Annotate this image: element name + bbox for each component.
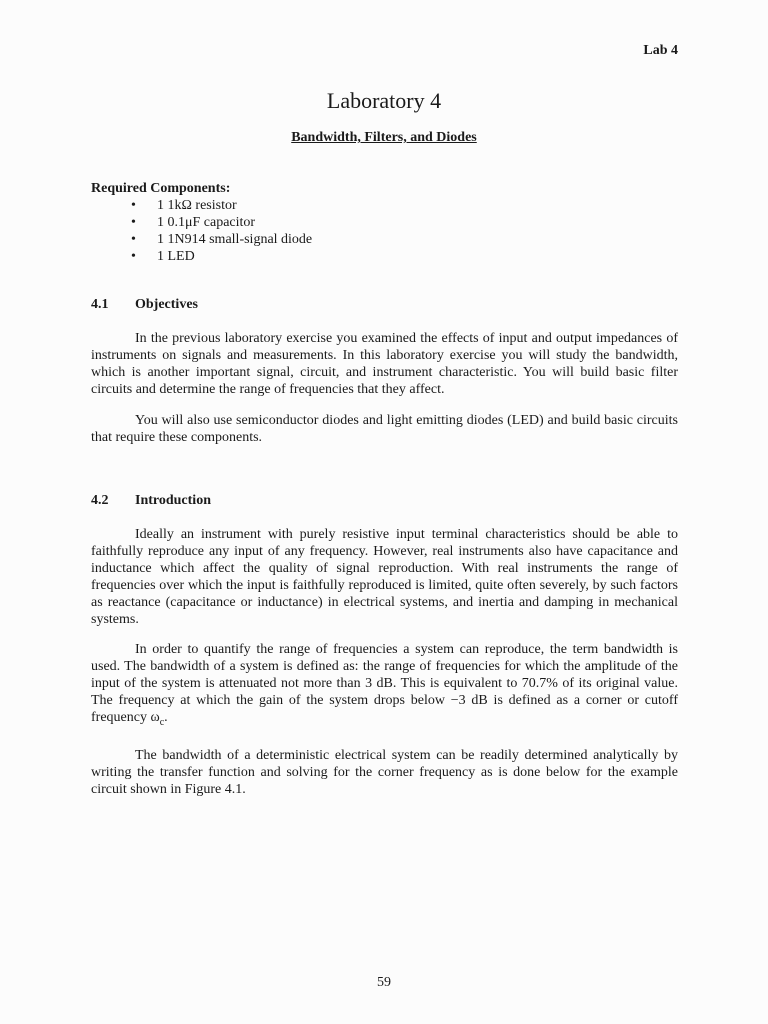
section-title: Objectives xyxy=(135,297,198,312)
page-title: Laboratory 4 xyxy=(326,88,442,113)
text-paragraph: Ideally an instrument with purely resistive input terminal characteristics should be able to faithfully reproduce any input of any frequency. However, real instruments also have capacitance and inductance which affect the quality of signal reproduction. With real instruments the range of frequencies over which the input is faithfully reproduced is limited, quite often severely, by such factors as reactance (capacitance or inductance) in electrical systems, and inertia and damping in mechanical systems. xyxy=(91,527,678,627)
list-item xyxy=(91,248,312,265)
components-list xyxy=(91,197,312,265)
bullet-icon: • xyxy=(131,198,136,213)
components-label: Required Components: xyxy=(91,181,231,196)
section-number: 4.1 xyxy=(91,297,109,312)
text-paragraph-bandwidth xyxy=(91,641,678,731)
text-paragraph: The bandwidth of a deterministic electrical system can be readily determined analytically by writing the transfer function and solving for the corner frequency as is done below for the example circuit shown in Figure 4.1. xyxy=(91,748,678,797)
section-heading-objectives xyxy=(91,297,198,313)
text-paragraph: You will also use semiconductor diodes and light emitting diodes (LED) and build basic circuits that require these components. xyxy=(91,413,678,445)
omega-symbol: ω xyxy=(150,710,160,725)
component-text: 1 LED xyxy=(157,249,195,264)
page-number: 59 xyxy=(377,975,391,990)
component-text: 1 1N914 small-signal diode xyxy=(157,232,313,247)
section-title: Introduction xyxy=(135,493,211,508)
component-text: 1 0.1μF capacitor xyxy=(157,215,256,230)
omega-subscript: c xyxy=(159,717,165,728)
paragraph-text: In order to quantify the range of frequencies a system can reproduce, the term bandwidth is used. The bandwidth of a system is defined as: the range of frequencies for which the amplitude of the input of the system is attenuated not more than 3 dB. This is equivalent to 70.7% of its original value. The frequency at which the gain of the system drops below −3 dB is defined as a corner or cutoff frequency xyxy=(91,642,678,725)
list-item xyxy=(91,231,312,248)
component-text: 1 1kΩ resistor xyxy=(157,198,237,213)
bullet-icon: • xyxy=(131,249,136,264)
list-item xyxy=(91,214,312,231)
section-number: 4.2 xyxy=(91,493,109,508)
omega-suffix: . xyxy=(164,710,168,725)
page-subtitle: Bandwidth, Filters, and Diodes xyxy=(291,130,477,145)
list-item xyxy=(91,197,312,214)
bullet-icon: • xyxy=(131,215,136,230)
bullet-icon: • xyxy=(131,232,136,247)
text-paragraph: In the previous laboratory exercise you examined the effects of input and output impedances of instruments on signals and measurements. In this laboratory exercise you will study the bandwidth, which is another important signal, circuit, and instrument characteristic. You will build basic filter circuits and determine the range of frequencies that they affect. xyxy=(91,331,678,397)
running-header: Lab 4 xyxy=(643,43,678,58)
section-heading-introduction xyxy=(91,493,211,509)
required-components xyxy=(91,180,312,265)
